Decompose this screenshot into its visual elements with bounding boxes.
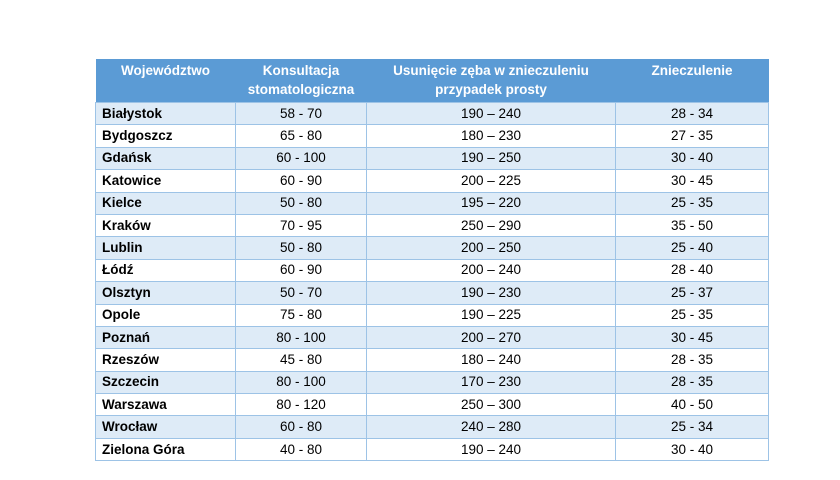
cell-anesthesia: 30 - 45 [616,326,769,348]
cell-anesthesia: 35 - 50 [616,214,769,236]
cell-voivodeship: Kielce [96,192,236,214]
cell-voivodeship: Zielona Góra [96,438,236,460]
table-row [96,259,769,281]
table-body [96,103,769,461]
table-row [96,371,769,393]
table-row [96,125,769,147]
cell-voivodeship: Białystok [96,103,236,125]
cell-consultation: 60 - 90 [236,259,367,281]
table-row [96,282,769,304]
cell-voivodeship: Szczecin [96,371,236,393]
cell-tooth-extraction: 180 – 240 [367,349,616,371]
cell-voivodeship: Olsztyn [96,282,236,304]
header-row [96,59,769,103]
cell-consultation: 80 - 100 [236,326,367,348]
cell-anesthesia: 25 - 40 [616,237,769,259]
cell-consultation: 80 - 100 [236,371,367,393]
cell-consultation: 60 - 90 [236,170,367,192]
table-row [96,416,769,438]
cell-anesthesia: 30 - 40 [616,438,769,460]
cell-tooth-extraction: 190 – 230 [367,282,616,304]
cell-anesthesia: 28 - 35 [616,349,769,371]
cell-voivodeship: Warszawa [96,394,236,416]
cell-tooth-extraction: 200 – 270 [367,326,616,348]
cell-anesthesia: 25 - 35 [616,192,769,214]
price-table [95,59,769,461]
table-row [96,394,769,416]
table-row [96,349,769,371]
cell-consultation: 50 - 80 [236,237,367,259]
cell-voivodeship: Lublin [96,237,236,259]
cell-anesthesia: 30 - 40 [616,147,769,169]
cell-consultation: 60 - 100 [236,147,367,169]
table-header [96,59,769,103]
cell-tooth-extraction: 190 – 240 [367,103,616,125]
cell-anesthesia: 28 - 35 [616,371,769,393]
cell-voivodeship: Bydgoszcz [96,125,236,147]
cell-voivodeship: Wrocław [96,416,236,438]
table-row [96,192,769,214]
cell-tooth-extraction: 200 – 225 [367,170,616,192]
cell-consultation: 75 - 80 [236,304,367,326]
cell-consultation: 50 - 80 [236,192,367,214]
cell-consultation: 40 - 80 [236,438,367,460]
cell-tooth-extraction: 190 – 225 [367,304,616,326]
cell-consultation: 60 - 80 [236,416,367,438]
cell-voivodeship: Łódź [96,259,236,281]
header-consultation: Konsultacja stomatologiczna [236,59,367,103]
cell-voivodeship: Gdańsk [96,147,236,169]
table-row [96,170,769,192]
cell-tooth-extraction: 200 – 240 [367,259,616,281]
cell-anesthesia: 28 - 40 [616,259,769,281]
table-row [96,214,769,236]
cell-consultation: 65 - 80 [236,125,367,147]
cell-tooth-extraction: 190 – 250 [367,147,616,169]
cell-anesthesia: 25 - 34 [616,416,769,438]
cell-tooth-extraction: 180 – 230 [367,125,616,147]
table-row [96,237,769,259]
cell-consultation: 70 - 95 [236,214,367,236]
cell-tooth-extraction: 200 – 250 [367,237,616,259]
header-voivodeship: Województwo [96,59,236,103]
cell-consultation: 58 - 70 [236,103,367,125]
cell-anesthesia: 28 - 34 [616,103,769,125]
table-row [96,147,769,169]
cell-consultation: 80 - 120 [236,394,367,416]
table-row [96,326,769,348]
table-row [96,438,769,460]
cell-voivodeship: Katowice [96,170,236,192]
cell-voivodeship: Rzeszów [96,349,236,371]
cell-tooth-extraction: 240 – 280 [367,416,616,438]
cell-tooth-extraction: 195 – 220 [367,192,616,214]
cell-anesthesia: 25 - 37 [616,282,769,304]
header-tooth-extraction: Usunięcie zęba w znieczuleniu przypadek prosty [367,59,616,103]
cell-tooth-extraction: 190 – 240 [367,438,616,460]
table-row [96,304,769,326]
cell-anesthesia: 25 - 35 [616,304,769,326]
cell-anesthesia: 27 - 35 [616,125,769,147]
cell-consultation: 45 - 80 [236,349,367,371]
header-anesthesia: Znieczulenie [616,59,769,103]
cell-tooth-extraction: 250 – 300 [367,394,616,416]
cell-voivodeship: Opole [96,304,236,326]
cell-voivodeship: Kraków [96,214,236,236]
cell-tooth-extraction: 170 – 230 [367,371,616,393]
cell-consultation: 50 - 70 [236,282,367,304]
cell-anesthesia: 40 - 50 [616,394,769,416]
table-row [96,103,769,125]
cell-tooth-extraction: 250 – 290 [367,214,616,236]
cell-voivodeship: Poznań [96,326,236,348]
cell-anesthesia: 30 - 45 [616,170,769,192]
